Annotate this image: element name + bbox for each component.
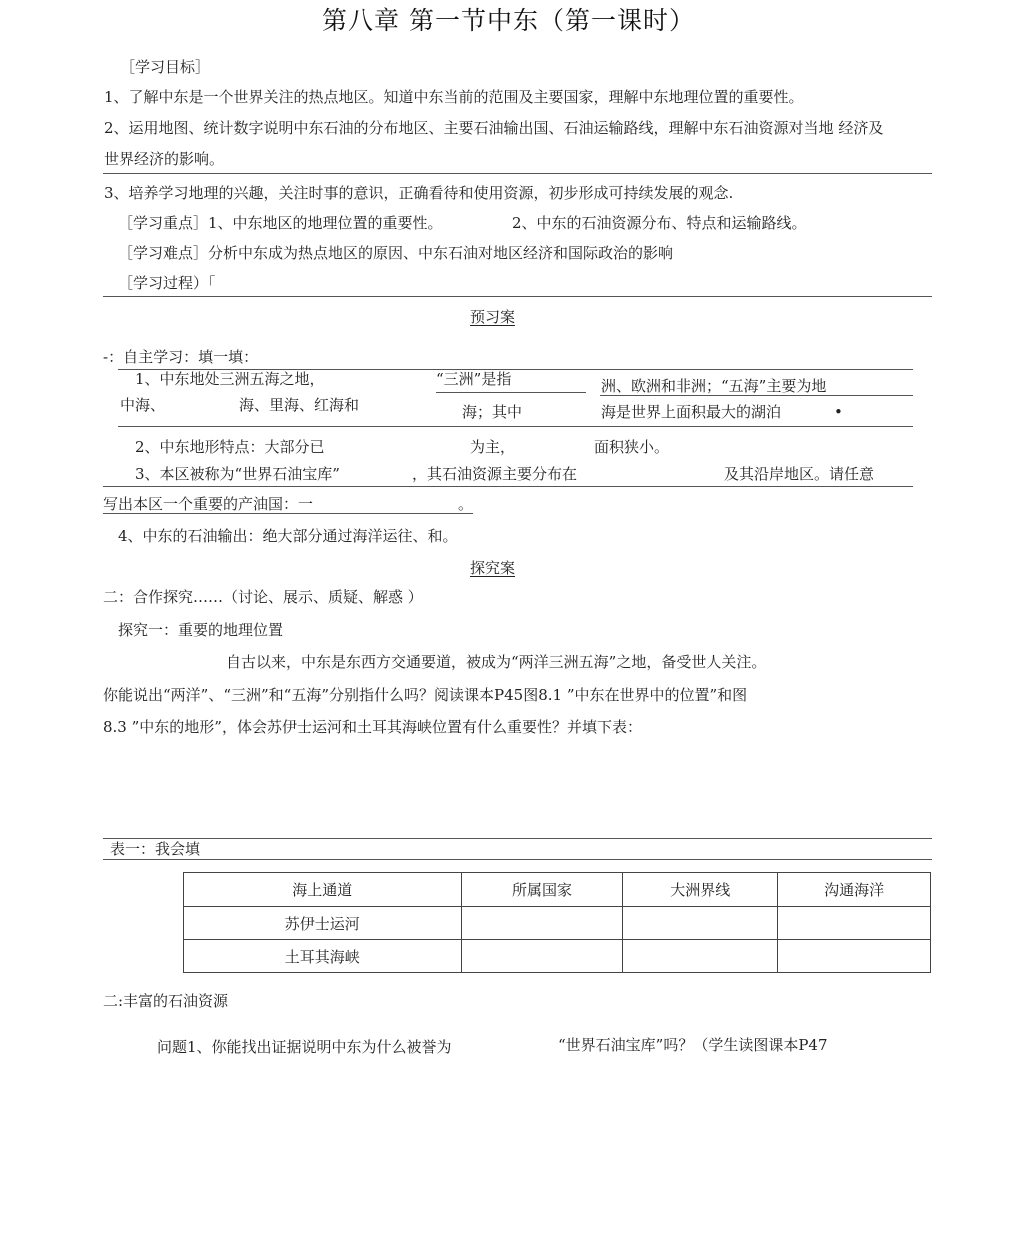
table-caption: 表一：我会填 [110,840,201,858]
self-study-label: -：自主学习：填一填： [103,348,259,366]
table-header-cell: 海上通道 [184,873,462,907]
bullet-dot: • [834,403,843,421]
table-cell: 苏伊士运河 [184,907,462,940]
objective-2-line-1: 2、运用地图、统计数字说明中东石油的分布地区、主要石油输出国、石油运输路线，理解中东石油资源对当地 经济及 [104,119,884,137]
key-points-1: ［学习重点］1、中东地区的地理位置的重要性。 [118,214,443,232]
question-1-part-a: 1、中东地处三洲五海之地， [135,370,325,388]
rule-line [103,838,932,839]
learning-process: ［学习过程）「 [118,274,216,292]
table-header-cell: 所属国家 [461,873,623,907]
rule-line [118,426,913,427]
table-cell[interactable] [778,940,931,973]
paragraph-3: 8.3 ”中东的地形”，体会苏伊士运河和土耳其海峡位置有什么重要性？并填下表： [103,718,642,736]
table-row [184,940,931,973]
rule-line [103,296,932,297]
question-1-part-b: “三洲”是指 [436,370,512,388]
question-1-part-f: 海；其中 [462,403,523,421]
rule-line [103,173,932,174]
paragraph-2: 你能说出“两洋”、“三洲”和“五海”分别指什么吗？阅读课本P45图8.1 ”中东在世界中的位置”和图 [103,686,748,704]
table-cell[interactable] [623,907,778,940]
preview-heading: 预习案 [470,308,516,326]
table-row [184,907,931,940]
table-cell[interactable] [461,940,623,973]
page-title: 第八章 第一节中东（第一课时） [322,6,695,35]
question-3-part-c: 及其沿岸地区。请任意 [724,465,875,483]
objective-2-line-2: 世界经济的影响。 [104,150,225,168]
table-header-row [184,873,931,907]
objectives-header: ［学习目标］ [120,58,211,76]
fill-in-table [183,872,931,973]
question-2-part-c: 面积狭小。 [594,438,670,456]
table-header-cell: 大洲界线 [623,873,778,907]
objective-1: 1、了解中东是一个世界关注的热点地区。知道中东当前的范围及主要国家，理解中东地理位置的重要性。 [104,88,804,106]
cooperative-inquiry: 二：合作探究……（讨论、展示、质疑、解惑 ） [103,588,423,606]
rule-line [103,859,932,860]
table-header-cell: 沟通海洋 [778,873,931,907]
table-cell[interactable] [461,907,623,940]
oil-section-heading: 二:丰富的石油资源 [103,992,229,1010]
difficulties: ［学习难点］分析中东成为热点地区的原因、中东石油对地区经济和国际政治的影响 [118,244,674,262]
explore-heading: 探究案 [470,559,516,577]
question-1-right: “世界石油宝库”吗？（学生读图课本P47 [558,1036,828,1054]
rule-line [103,486,913,487]
question-2-part-a: 2、中东地形特点：大部分已 [135,438,325,456]
question-4: 4、中东的石油输出：绝大部分通过海洋运往、和。 [118,527,458,545]
objective-3: 3、培养学习地理的兴趣，关注时事的意识，正确看待和使用资源，初步形成可持续发展的观念. [104,184,734,202]
inquiry-1-title: 探究一：重要的地理位置 [118,621,284,639]
key-points-2: 2、中东的石油资源分布、特点和运输路线。 [512,214,807,232]
question-3-part-b: ，其石油资源主要分布在 [412,465,578,483]
question-2-part-b: 为主， [470,438,516,456]
paragraph-1: 自古以来，中东是东西方交通要道，被成为“两洋三洲五海”之地，备受世人关注。 [226,653,767,671]
rule-line [600,395,913,396]
table-cell[interactable] [778,907,931,940]
table-cell: 土耳其海峡 [184,940,462,973]
question-3-part-d: 写出本区一个重要的产油国：一 [103,495,314,513]
question-1-left: 问题1、你能找出证据说明中东为什么被誉为 [157,1038,452,1056]
question-3-part-e: 。 [458,495,474,513]
question-1-part-g: 海是世界上面积最大的湖泊 [601,403,782,421]
question-1-part-d: 中海、 [120,396,166,414]
question-3-part-a: 3、本区被称为“世界石油宝库” [135,465,340,483]
table-cell[interactable] [623,940,778,973]
question-1-part-c: 洲、欧洲和非洲；“五海”主要为地 [601,377,827,395]
blank-line [103,513,473,514]
question-1-part-e: 海、里海、红海和 [239,396,360,414]
blank-line [436,392,586,393]
